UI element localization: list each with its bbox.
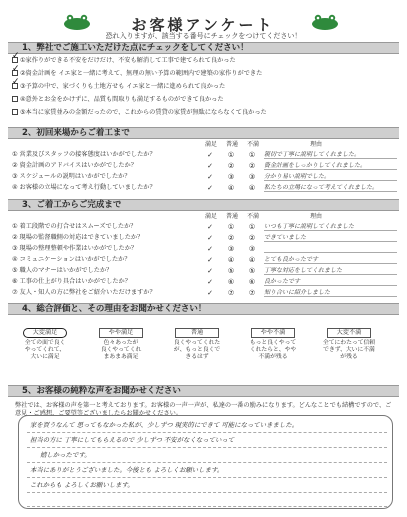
question-text: ① 着工段階での打合せはスムーズでしたか？ — [12, 223, 137, 230]
handwritten-line: これからも よろしくお願いします。 — [30, 481, 134, 489]
handwritten-line: 本当にありがとうございました。今後とも よろしくお願いします。 — [30, 466, 224, 474]
question-text: ⑥ 工事の仕上がり具合はいかがでしたか？ — [12, 278, 131, 285]
reason-text[interactable]: 私たちの立場になって考えてくれました。 — [264, 183, 397, 192]
rating-option[interactable] — [166, 328, 228, 362]
frog-right-icon — [310, 13, 340, 31]
rating-label: やや満足 — [99, 328, 143, 338]
page-title: お客様アンケート — [131, 16, 275, 34]
reason-text[interactable] — [264, 244, 397, 253]
answer-checked[interactable]: ✓ — [207, 184, 213, 192]
section3-col-satisfied: 満足 — [205, 213, 218, 220]
answer-checked[interactable]: ✓ — [207, 256, 213, 264]
question-row — [12, 222, 397, 232]
reason-text[interactable]: いつも丁寧に説明してくれました — [264, 222, 397, 231]
question-text: ⑦ 友人・知人の方に弊社をご紹介いただけますか？ — [12, 289, 156, 296]
question-text: ③ スケジュールの説明はいかがでしたか？ — [12, 173, 131, 180]
rating-description: 色々あったが 良くやってくれ まあまあ満足 — [100, 340, 142, 361]
rating-option[interactable] — [14, 328, 76, 362]
rating-description: 全てにわたって信頼 できず、大いに不満 が残る — [322, 340, 376, 361]
question-text: ① 営業及びスタッフの接客態度はいかがでしたか？ — [12, 151, 156, 158]
answer-option[interactable]: ① — [248, 151, 256, 159]
answer-checked[interactable]: ✓ — [207, 162, 213, 170]
question-row — [12, 288, 397, 298]
rating-label: 普通 — [175, 328, 219, 338]
section5-intro: 弊社では、お客様の声を第一と考えております。お客様の一声一声が、私達の一番の励みになります。どんなことでも結構ですので、ご意見・ご感想、ご要望等ございましたらお聞かせください。 — [15, 402, 392, 417]
option-label: ③予算の中で、家づくりも土地方せも イエ家と一緒に進められて良かった — [20, 83, 226, 90]
question-row — [12, 161, 397, 171]
answer-checked[interactable]: ✓ — [207, 223, 213, 231]
comment-line — [27, 432, 387, 433]
option-row[interactable] — [12, 82, 225, 91]
answer-option[interactable]: ② — [248, 162, 256, 170]
comment-line — [27, 506, 387, 507]
question-text: ⑤ 職人のマナーはいかがでしたか？ — [12, 267, 113, 274]
answer-option[interactable]: ③ — [248, 245, 256, 253]
section3-col-normal: 普通 — [226, 213, 239, 220]
section2-col-normal: 普通 — [226, 141, 239, 148]
section3-heading: 3、ご着工からご完成まで — [8, 199, 399, 211]
rating-label: やや不満 — [251, 328, 295, 338]
answer-option[interactable]: ② — [248, 234, 256, 242]
question-row — [12, 244, 397, 254]
comment-line — [27, 477, 387, 478]
section2-col-satisfied: 満足 — [205, 141, 218, 148]
answer-option[interactable]: ⑤ — [248, 267, 256, 275]
option-checkbox[interactable] — [12, 109, 18, 115]
question-text: ③ 現場の整理整頓や作業はいかがでしたか？ — [12, 245, 138, 252]
answer-checked[interactable]: ✓ — [207, 173, 213, 181]
rating-description: 良くやってくれた が、もっと良くで きるはず — [173, 340, 221, 361]
option-label: ①家作りができる不安をだけだけ、不安も解消して工事で建てられて良かった — [20, 57, 236, 64]
question-text: ② 資金計画のアドバイスはいかがでしたか？ — [12, 162, 137, 169]
answer-checked[interactable]: ✓ — [207, 267, 213, 275]
reason-text[interactable]: とても良かったです — [264, 255, 397, 264]
reason-text[interactable]: 分かり易い説明でした。 — [264, 172, 397, 181]
section2-heading: 2、初回来場からご着工まで — [8, 127, 399, 139]
rating-option[interactable] — [242, 328, 304, 362]
option-checkbox[interactable] — [12, 83, 18, 89]
answer-option[interactable]: ④ — [248, 184, 256, 192]
answer-checked[interactable]: ✓ — [207, 245, 213, 253]
reason-text[interactable]: 丁寧な対応をしてくれました — [264, 266, 397, 275]
section5-heading: 5、お客様の純粋な声をお聞かせください — [8, 385, 399, 397]
section1-heading: 1、弊社でご施工いただけた点にチェックをしてください！ — [8, 42, 399, 54]
reason-text[interactable]: できていました — [264, 233, 397, 242]
handwritten-line: 担当の方に 丁寧にしてもらえるので 少しずつ 不安がなくなっていって — [30, 436, 235, 444]
option-checkbox[interactable] — [12, 57, 18, 63]
rating-description: もっと良くやって くれたらと、やや 不満が残る — [249, 340, 297, 361]
question-row — [12, 150, 397, 160]
answer-option[interactable]: ⑦ — [248, 289, 256, 297]
reason-text[interactable]: 資金計画をしっかりしてくれました。 — [264, 161, 397, 170]
answer-option[interactable]: ④ — [248, 256, 256, 264]
answer-option[interactable]: ② — [227, 234, 235, 242]
option-row[interactable] — [12, 69, 262, 78]
question-row — [12, 255, 397, 265]
comment-line — [27, 492, 387, 493]
reason-text[interactable]: 良かったです — [264, 277, 397, 286]
question-row — [12, 183, 397, 193]
answer-checked[interactable]: ✓ — [207, 289, 213, 297]
answer-checked[interactable]: ✓ — [207, 151, 213, 159]
option-row[interactable] — [12, 108, 267, 117]
question-row — [12, 172, 397, 182]
section3-col-unsatisfied: 不満 — [247, 213, 260, 220]
comment-line — [27, 462, 387, 463]
answer-checked[interactable]: ✓ — [207, 234, 213, 242]
answer-checked[interactable]: ✓ — [207, 278, 213, 286]
comment-box[interactable] — [18, 415, 393, 509]
answer-option[interactable]: ① — [227, 223, 235, 231]
question-text: ④ お客様の立場になって考え行動していましたか？ — [12, 184, 156, 191]
page-subtitle: 恐れ入りますが、該当する番号にチェックをつけてください！ — [105, 32, 302, 40]
rating-description: 全ての面で良く やってくれて、 大いに満足 — [24, 340, 66, 361]
rating-option[interactable] — [318, 328, 380, 362]
handwritten-line: 家を買うなんて 思ってもなかった私が、少しずつ 現実的にできて 可能になっていきました。 — [30, 421, 299, 429]
option-checkbox[interactable] — [12, 96, 18, 102]
answer-option[interactable]: ② — [227, 162, 235, 170]
answer-option[interactable]: ③ — [227, 245, 235, 253]
option-label: ⑤本当に家賃並みの金額だったので、これからの賃貸の家賃が無駄にならなくて良かった — [20, 109, 267, 116]
handwritten-line: 嬉しかったです。 — [40, 451, 91, 459]
rating-label: 大変不満 — [327, 328, 371, 338]
option-row[interactable] — [12, 56, 236, 65]
section2-col-reason: 理由 — [310, 141, 323, 148]
section4-heading: 4、総合評価と、その理由をお聞かせください！ — [8, 303, 399, 315]
section3-col-reason: 理由 — [310, 213, 323, 220]
reason-text[interactable]: 知り合いに紹介しました — [264, 288, 397, 297]
answer-option[interactable]: ⑦ — [227, 289, 235, 297]
answer-option[interactable]: ④ — [227, 184, 235, 192]
answer-option[interactable]: ① — [227, 151, 235, 159]
section2-col-unsatisfied: 不満 — [247, 141, 260, 148]
answer-option[interactable]: ③ — [227, 173, 235, 181]
rating-label: 大変満足 — [23, 328, 67, 338]
question-row — [12, 233, 397, 243]
option-checkbox[interactable] — [12, 70, 18, 76]
question-row — [12, 277, 397, 287]
reason-text[interactable]: 親切で丁寧に説明してくれました。 — [264, 150, 397, 159]
answer-option[interactable]: ⑤ — [227, 267, 235, 275]
question-text: ② 現場の監督職側の対応はできていましたか？ — [12, 234, 144, 241]
question-text: ④ コミュニケーションはいかがでしたか？ — [12, 256, 131, 263]
comment-line — [27, 447, 387, 448]
option-label: ④意外とお金をかけずに、品質も間取りも満足するものができて良かった — [20, 96, 224, 103]
answer-option[interactable]: ① — [248, 223, 256, 231]
question-row — [12, 266, 397, 276]
answer-option[interactable]: ⑥ — [227, 278, 235, 286]
rating-option[interactable] — [90, 328, 152, 362]
option-row[interactable] — [12, 95, 224, 104]
answer-option[interactable]: ③ — [248, 173, 256, 181]
answer-option[interactable]: ⑥ — [248, 278, 256, 286]
frog-left-icon — [62, 13, 92, 31]
option-label: ②資金計画を イエ家と一緒に考えて、無理の無い予算の範囲内で建築の家作りができた — [20, 70, 263, 77]
answer-option[interactable]: ④ — [227, 256, 235, 264]
